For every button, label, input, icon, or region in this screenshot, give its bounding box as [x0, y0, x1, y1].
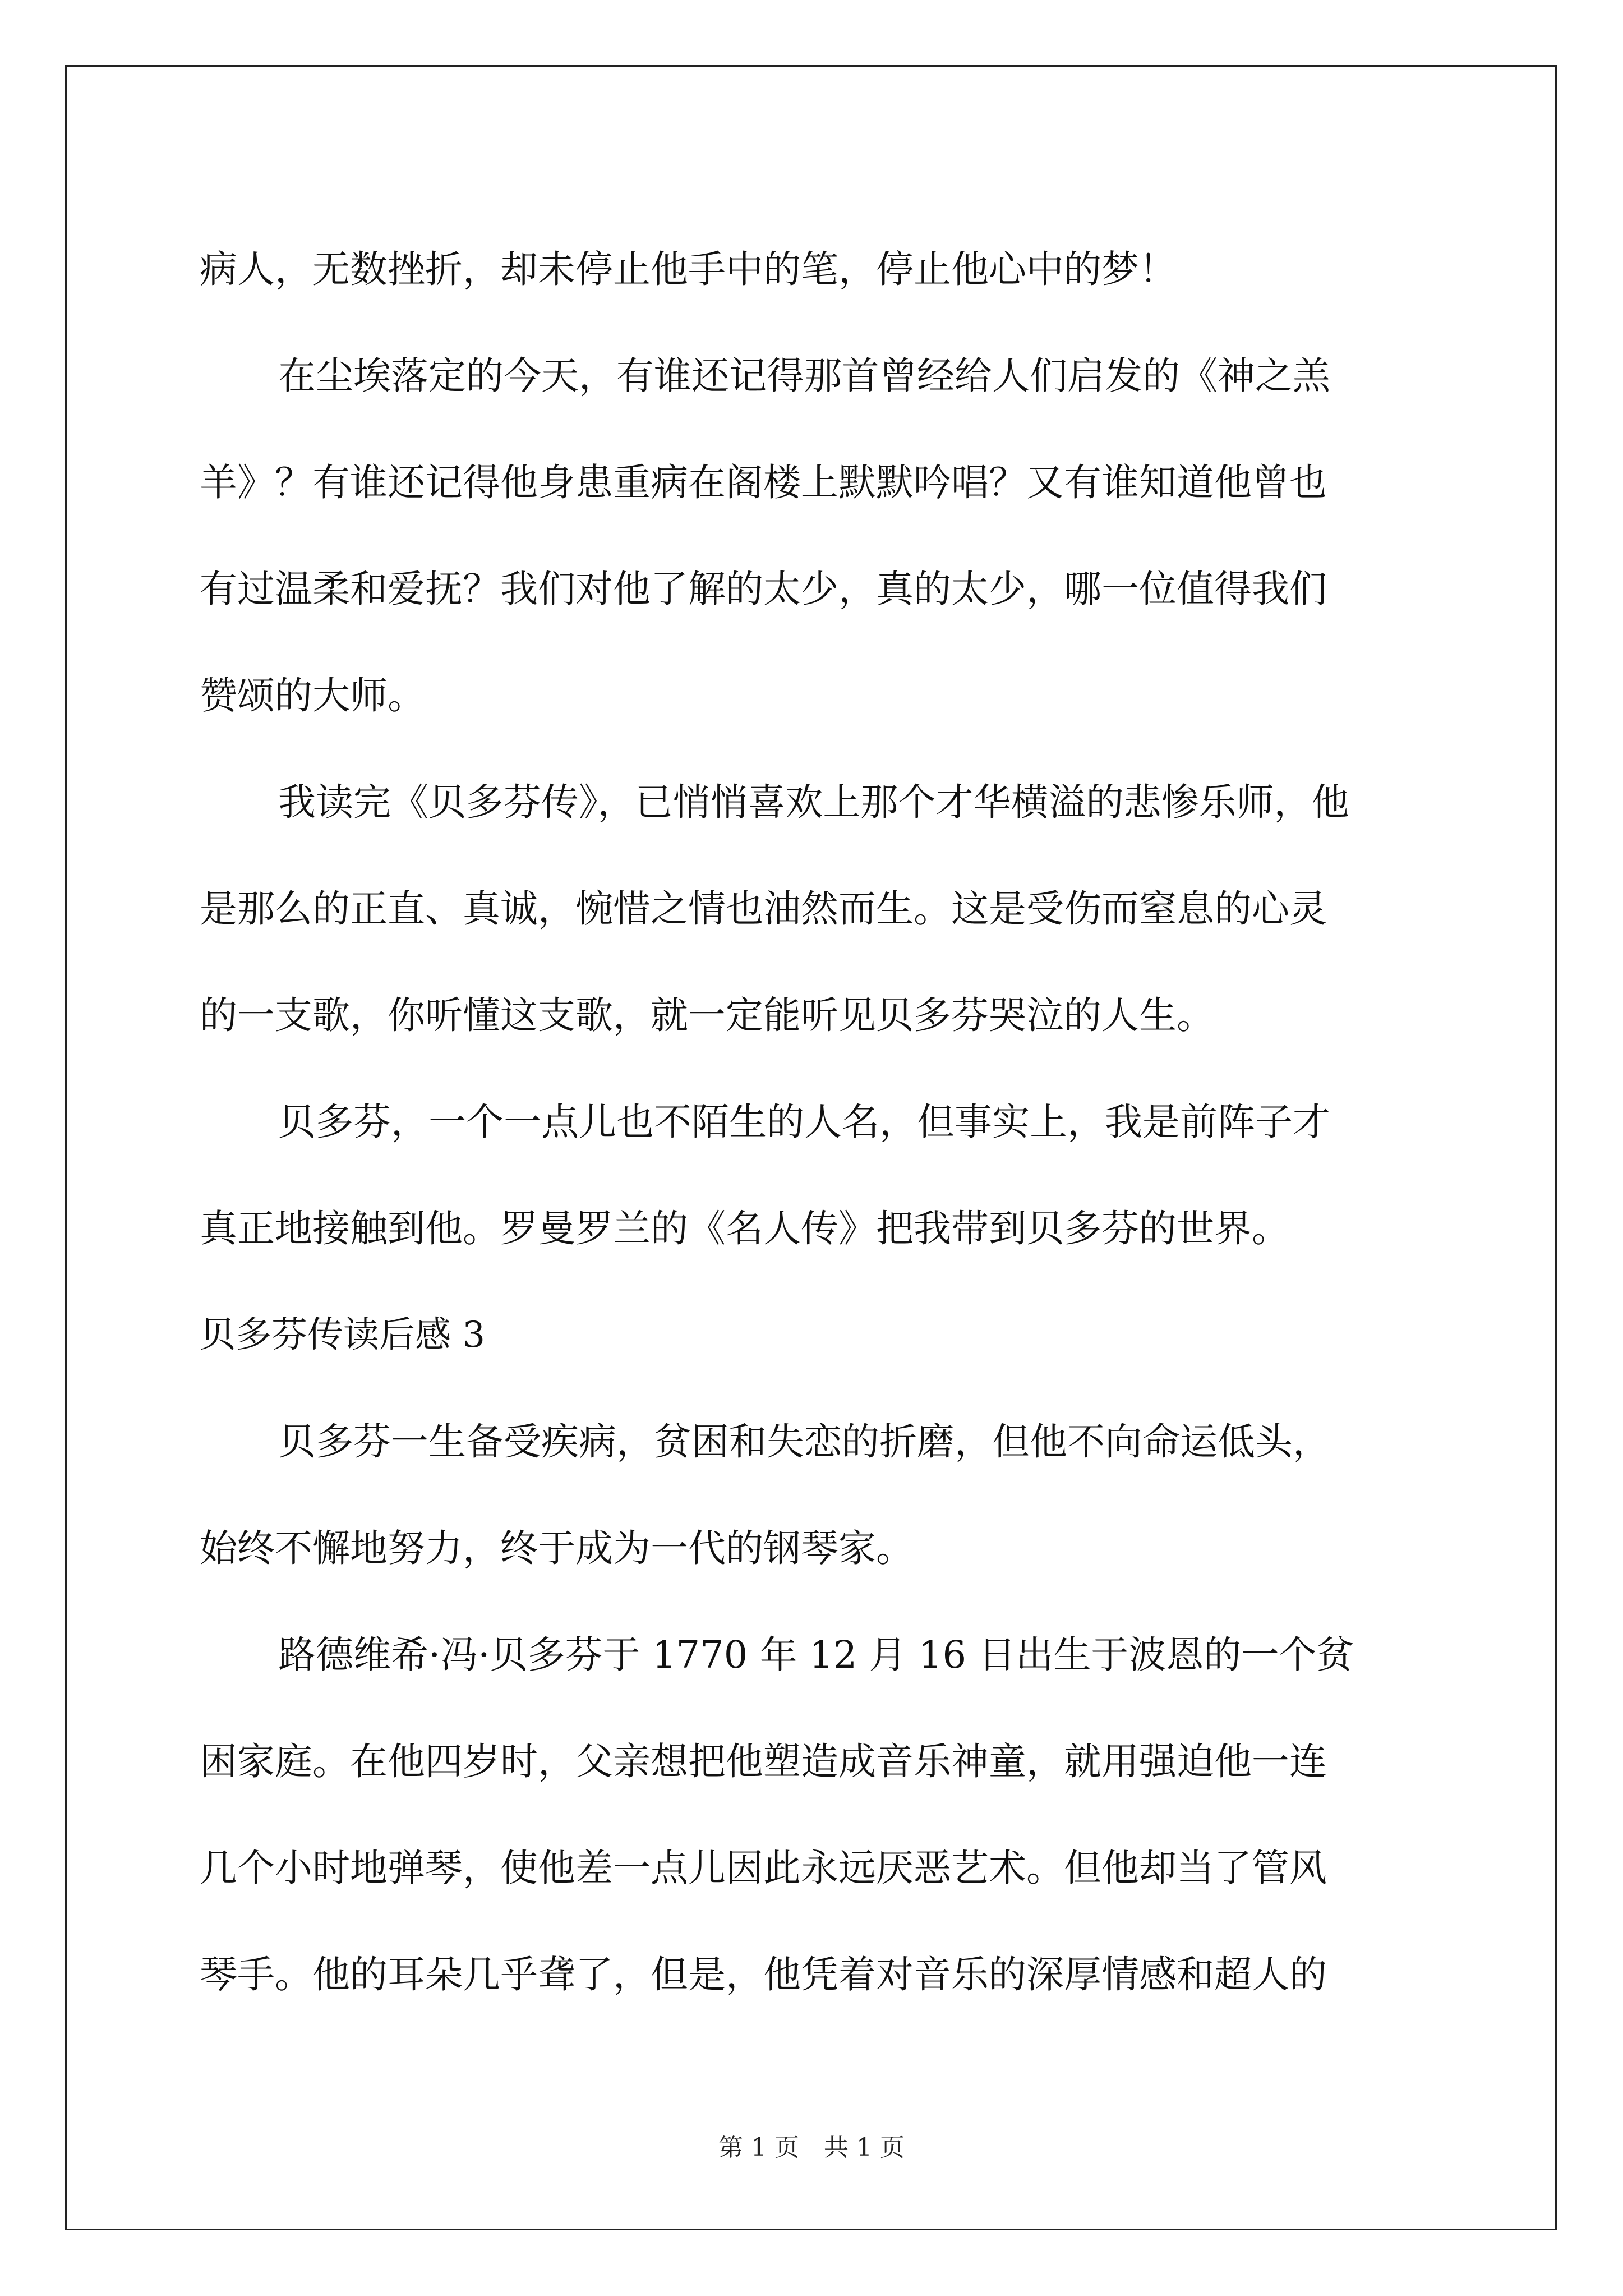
text-line: 羊》？有谁还记得他身患重病在阁楼上默默吟唱？又有谁知道他曾也	[200, 461, 1327, 504]
section-heading: 贝多芬传读后感 3	[200, 1314, 486, 1356]
text-line: 琴手。他的耳朵几乎聋了，但是，他凭着对音乐的深厚情感和超人的	[200, 1953, 1327, 1996]
text-line: 赞颂的大师。	[200, 674, 425, 717]
text-line: 病人，无数挫折，却未停止他手中的笔，停止他心中的梦！	[200, 247, 1177, 291]
text-line: 的一支歌，你听懂这支歌，就一定能听见贝多芬哭泣的人生。	[200, 993, 1214, 1037]
document-body	[200, 216, 1428, 2028]
text-line: 始终不懈地努力，终于成为一代的钢琴家。	[200, 1526, 914, 1570]
text-line: 几个小时地弹琴，使他差一点儿因此永远厌恶艺术。但他却当了管风	[200, 1846, 1327, 1890]
paragraph-start-line: 我读完《贝多芬传》，已悄悄喜欢上那个才华横溢的悲惨乐师，他	[278, 780, 1349, 824]
paragraph-start-line: 贝多芬一生备受疾病，贫困和失恋的折磨，但他不向命运低头，	[278, 1420, 1330, 1464]
text-line: 有过温柔和爱抚？我们对他了解的太少，真的太少，哪一位值得我们	[200, 567, 1327, 611]
text-line: 真正地接触到他。罗曼罗兰的《名人传》把我带到贝多芬的世界。	[200, 1207, 1289, 1250]
paragraph-start-line: 贝多芬，一个一点儿也不陌生的人名，但事实上，我是前阵子才	[278, 1100, 1330, 1144]
text-line: 是那么的正直、真诚，惋惜之情也油然而生。这是受伤而窒息的心灵	[200, 887, 1327, 931]
paragraph-start-line: 路德维希·冯·贝多芬于 1770 年 12 月 16 日出生于波恩的一个贫	[278, 1633, 1354, 1677]
paragraph-start-line: 在尘埃落定的今天，有谁还记得那首曾经给人们启发的《神之羔	[278, 354, 1330, 398]
text-line: 困家庭。在他四岁时，父亲想把他塑造成音乐神童，就用强迫他一连	[200, 1740, 1327, 1783]
page-number-footer: 第 1 页 共 1 页	[718, 2133, 905, 2162]
